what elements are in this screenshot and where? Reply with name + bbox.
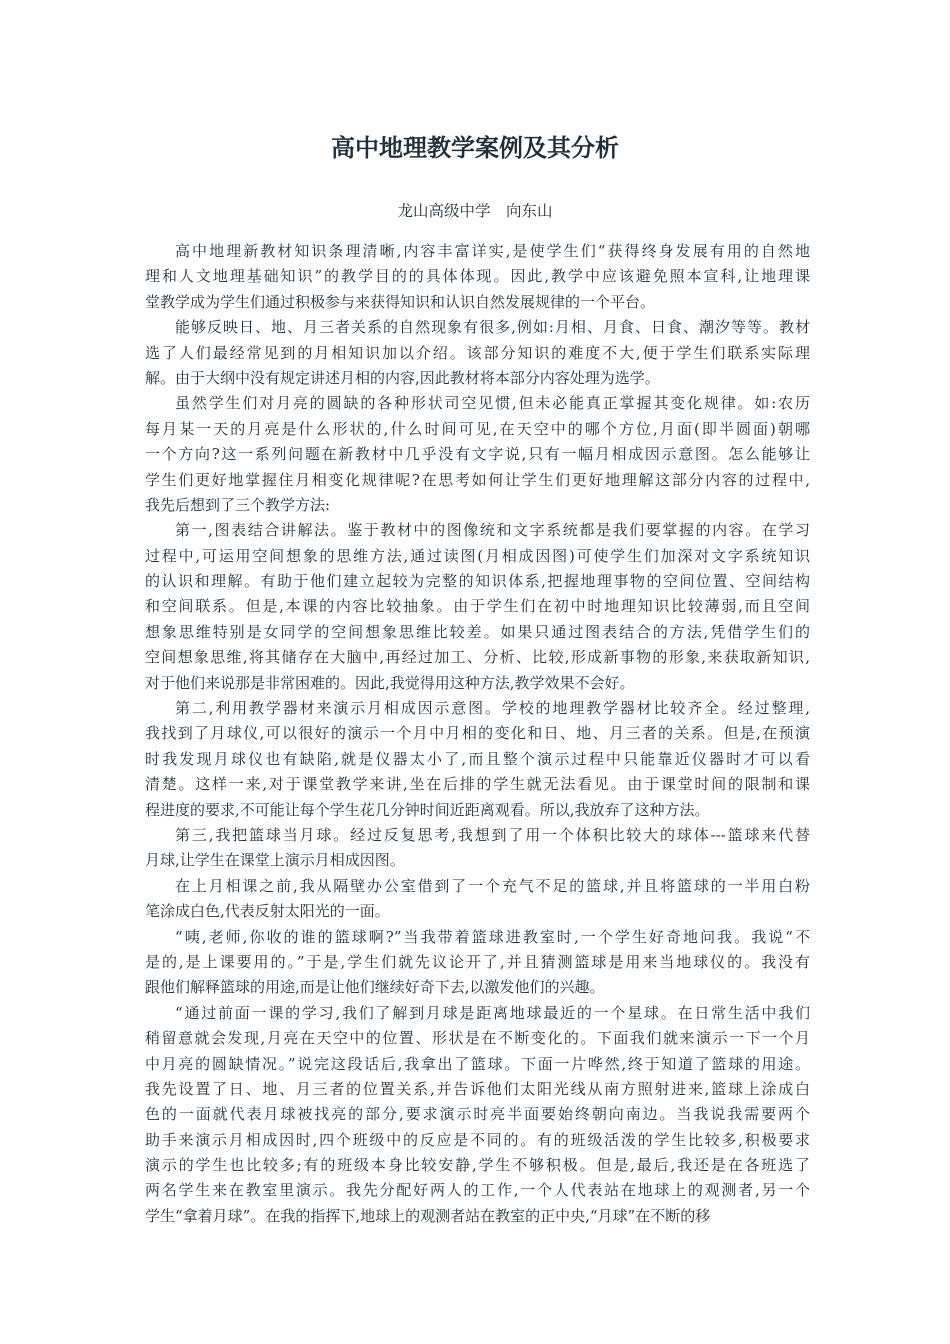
- text-line: 选了人们最经常见到的月相知识加以介绍。该部分知识的难度不大,便于学生们联系实际理: [145, 343, 810, 362]
- author-line: 龙山高级中学 向东山: [397, 202, 553, 220]
- text-line: 跟他们解释篮球的用途,而是让他们继续好奇下去,以激发他们的兴趣。: [145, 978, 605, 997]
- text-line: 高中地理新教材知识条理清晰,内容丰富详实,是使学生们“获得终身发展有用的自然地: [175, 242, 810, 260]
- text-line: 第三,我把篮球当月球。经过反复思考,我想到了用一个体积比较大的球体---篮球来代替: [175, 825, 810, 844]
- text-line: 我先设置了日、地、月三者的位置关系,并告诉他们太阳光线从南方照射进来,篮球上涂成白: [145, 1079, 810, 1098]
- text-line: “咦,老师,你收的谁的篮球啊?”当我带着篮球进教室时,一个学生好奇地问我。我说“不: [175, 927, 810, 946]
- text-line: 每月某一天的月亮是什么形状的,什么时间可见,在天空中的哪个方位,月面(即半圆面)朝哪: [145, 419, 810, 438]
- text-line: 在上月相课之前,我从隔壁办公室借到了一个充气不足的篮球,并且将篮球的一半用白粉: [175, 876, 810, 895]
- text-line: 色的一面就代表月球被找亮的部分,要求演示时亮半面要始终朝向南边。当我说我需要两个: [145, 1105, 810, 1124]
- text-line: 和空间联系。但是,本课的内容比较抽象。由于学生们在初中时地理知识比较薄弱,而且空间: [145, 597, 810, 616]
- text-line: 时我发现月球仪也有缺陷,就是仪器太小了,而且整个演示过程中只能靠近仪器时才可以看: [145, 749, 810, 768]
- text-line: 月球,让学生在课堂上演示月相成因图。: [145, 851, 405, 870]
- text-line: 第二,利用教学器材来演示月相成因示意图。学校的地理教学器材比较齐全。经过整理,: [175, 699, 810, 718]
- text-line: 想象思维特别是女同学的空间想象思维比较差。如果只通过图表结合的方法,凭借学生们的: [145, 622, 810, 641]
- text-line: 我找到了月球仪,可以很好的演示一个月中月相的变化和日、地、月三者的关系。但是,在预演: [145, 724, 810, 743]
- text-line: 空间想象思维,将其储存在大脑中,再经过加工、分析、比较,形成新事物的形象,来获取新知识,: [145, 648, 810, 667]
- text-line: 我先后想到了三个教学方法:: [145, 495, 331, 514]
- text-line: 学生“拿着月球”。在我的指挥下,地球上的观测者站在教室的正中央,“月球”在不断的移: [145, 1206, 711, 1225]
- text-line: 过程中,可运用空间想象的思维方法,通过读图(月相成因图)可使学生们加深对文字系统知识: [145, 546, 810, 565]
- text-line: 学生们更好地掌握住月相变化规律呢?在思考如何让学生们更好地理解这部分内容的过程中,: [145, 470, 810, 489]
- text-line: 能够反映日、地、月三者关系的自然现象有很多,例如:月相、月食、日食、潮汐等等。教材: [175, 318, 810, 337]
- text-line: 对于他们来说那是非常困难的。因此,我觉得用这种方法,教学效果不会好。: [145, 673, 635, 692]
- text-line: 第一,图表结合讲解法。鉴于教材中的图像统和文字系统都是我们要掌握的内容。在学习: [175, 521, 810, 540]
- text-line: 演示的学生也比较多;有的班级本身比较安静,学生不够积极。但是,最后,我还是在各班选了: [145, 1156, 810, 1175]
- text-line: 程进度的要求,不可能让每个学生花几分钟时间近距离观看。所以,我放弃了这种方法。: [145, 800, 710, 819]
- text-line: 理和人文地理基础知识”的教学目的的具体体现。因此,教学中应该避免照本宣科,让地理课: [145, 267, 810, 286]
- text-line: 虽然学生们对月亮的圆缺的各种形状司空见惯,但未必能真正掌握其变化规律。如:农历: [175, 394, 810, 413]
- text-line: 助手来演示月相成因时,四个班级中的反应是不同的。有的班级活泼的学生比较多,积极要求: [145, 1130, 810, 1149]
- text-line: 笔涂成白色,代表反射太阳光的一面。: [145, 902, 390, 921]
- text-line: 堂教学成为学生们通过积极参与来获得知识和认识自然发展规律的一个平台。: [145, 292, 656, 311]
- text-line: 稍留意就会发现,月亮在天空中的位置、形状是在不断变化的。下面我们就来演示一下一个月: [145, 1029, 810, 1048]
- text-line: 两名学生来在教室里演示。我先分配好两人的工作,一个人代表站在地球上的观测者,另一个: [145, 1181, 810, 1200]
- document-body: [145, 239, 810, 1229]
- text-line: 清楚。这样一来,对于课堂教学来讲,坐在后排的学生就无法看见。由于课堂时间的限制和课: [145, 775, 810, 794]
- text-line: 中月亮的圆缺情况。”说完这段话后,我拿出了篮球。下面一片哗然,终于知道了篮球的用途。: [145, 1054, 810, 1073]
- text-line: 一个方向?这一系列问题在新教材中几乎没有文字说,只有一幅月相成因示意图。怎么能够让: [145, 445, 810, 464]
- text-line: 是的,是上课要用的。”于是,学生们就先议论开了,并且猜测篮球是用来当地球仪的。我没有: [145, 952, 810, 971]
- text-line: 的认识和理解。有助于他们建立起较为完整的知识体系,把握地理事物的空间位置、空间结构: [145, 572, 810, 591]
- document-title: 高中地理教学案例及其分析: [331, 133, 619, 162]
- text-line: “通过前面一课的学习,我们了解到月球是距离地球最近的一个星球。在日常生活中我们: [175, 1003, 810, 1022]
- text-line: 解。由于大纲中没有规定讲述月相的内容,因此教材将本部分内容处理为选学。: [145, 368, 660, 387]
